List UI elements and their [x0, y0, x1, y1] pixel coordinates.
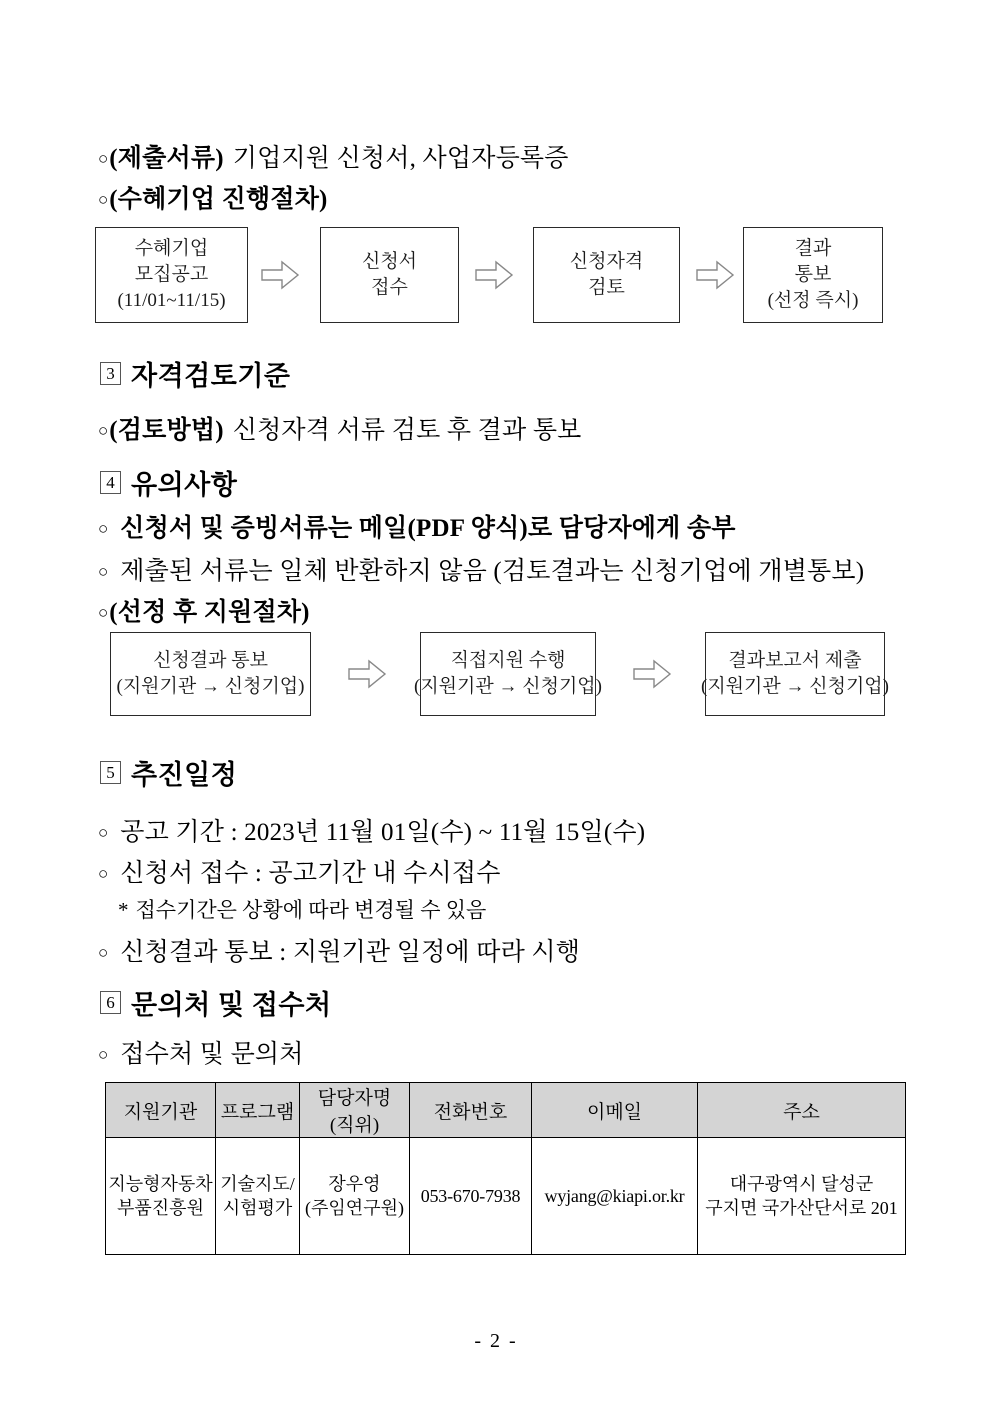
cell-line: (주임연구원)	[305, 1198, 404, 1218]
flow-step-box	[743, 227, 883, 323]
table-header-cell	[106, 1083, 216, 1138]
section-heading-6	[100, 983, 332, 1022]
contact-item-text: 접수처 및 문의처	[120, 1041, 304, 1068]
flow-step-box	[533, 227, 680, 323]
cell-line: wyjang@kiapi.or.kr	[544, 1185, 685, 1206]
table-header-cell	[410, 1083, 532, 1138]
cell-line: 부품진흥원	[117, 1198, 204, 1218]
bullet-marker: ○	[98, 519, 109, 538]
flow-step-box	[701, 632, 889, 716]
note-marker: *	[118, 898, 129, 922]
section-title: 유의사항	[131, 470, 238, 500]
bullet-marker: ○	[98, 190, 109, 209]
flow-step-line: 수혜기업	[134, 237, 209, 259]
table-header-cell	[216, 1083, 300, 1138]
contact-table	[105, 1082, 906, 1255]
schedule-note-row	[118, 894, 486, 924]
bullet-marker: ○	[98, 943, 109, 962]
cell-line: 지능형자동차	[108, 1173, 213, 1194]
schedule-item-text: 신청서 접수 : 공고기간 내 수시접수	[120, 860, 501, 887]
section-number: 4	[100, 471, 121, 494]
block-arrow-right-icon	[630, 657, 674, 691]
flow-step-line: 접수	[371, 277, 408, 298]
notice-item-row	[98, 508, 736, 544]
beneficiary-process-row	[98, 179, 328, 215]
header-line: 이메일	[586, 1101, 643, 1123]
block-arrow-right-icon	[258, 258, 302, 292]
review-method-row	[98, 410, 582, 446]
section-heading-5	[100, 753, 237, 792]
header-line: 담당자명	[317, 1088, 392, 1109]
section-title: 문의처 및 접수처	[131, 990, 332, 1020]
cell-phone	[410, 1138, 532, 1255]
flow-step-line: 모집공고	[134, 263, 209, 285]
cell-agency	[106, 1138, 216, 1255]
header-line: 전화번호	[433, 1101, 508, 1123]
schedule-item-text: 신청결과 통보 : 지원기관 일정에 따라 시행	[120, 939, 581, 966]
page-number-footer: - 2 -	[474, 1330, 518, 1352]
header-line: 주소	[783, 1101, 820, 1123]
cell-line: 기술지도/	[220, 1173, 295, 1194]
schedule-note-text: 접수기간은 상황에 따라 변경될 수 있음	[135, 898, 487, 922]
flow-step-box	[320, 227, 459, 323]
flow-step-line: 신청결과 통보	[153, 649, 268, 671]
contact-item-row	[98, 1034, 304, 1070]
notice-item-text: 제출된 서류는 일체 반환하지 않음 (검토결과는 신청기업에 개별통보)	[120, 558, 865, 585]
section-number: 5	[100, 761, 121, 784]
cell-email	[532, 1138, 698, 1255]
flow-step-line: 신청자격	[569, 250, 644, 272]
section-title: 추진일정	[131, 760, 238, 790]
flow-step-line: (지원기관 → 신청기업)	[701, 676, 889, 697]
flow-step-box	[414, 632, 602, 716]
table-header-cell	[698, 1083, 906, 1138]
review-method-label: (검토방법)	[109, 417, 224, 444]
cell-line: 구지면 국가산단서로 201	[705, 1198, 898, 1218]
support-process-label: (선정 후 지원절차)	[109, 599, 310, 626]
block-arrow-right-icon	[693, 258, 737, 292]
notice-item-text: 신청서 및 증빙서류는 메일(PDF 양식)로 담당자에게 송부	[120, 515, 736, 542]
bullet-marker: ○	[98, 823, 109, 842]
bullet-marker: ○	[98, 1045, 109, 1064]
notice-item-row	[98, 551, 864, 587]
schedule-item-row	[98, 812, 645, 848]
flow-step-line: 결과	[794, 237, 832, 259]
review-method-text: 신청자격 서류 검토 후 결과 통보	[232, 417, 582, 444]
block-arrow-right-icon	[472, 258, 516, 292]
flow-step-line: 신청서	[361, 250, 418, 272]
section-number: 3	[100, 362, 121, 385]
cell-manager	[300, 1138, 410, 1255]
cell-address	[698, 1138, 906, 1255]
flow-step-line: (11/01~11/15)	[117, 290, 226, 312]
beneficiary-process-label: (수혜기업 진행절차)	[109, 186, 328, 213]
section-heading-3	[100, 354, 291, 393]
flow-step-line: 직접지원 수행	[450, 649, 566, 671]
table-header-cell	[532, 1083, 698, 1138]
header-line: (직위)	[329, 1115, 380, 1136]
flow-step-line: 통보	[794, 263, 832, 285]
cell-line: 대구광역시 달성군	[729, 1173, 874, 1194]
flow-step-line: (선정 즉시)	[767, 290, 859, 312]
bullet-marker: ○	[98, 562, 109, 581]
schedule-item-text: 공고 기간 : 2023년 11월 01일(수) ~ 11월 15일(수)	[120, 819, 646, 846]
support-process-label-row	[98, 592, 310, 628]
flow-step-line: (지원기관 → 신청기업)	[116, 676, 305, 697]
header-line: 지원기관	[123, 1101, 198, 1123]
header-line: 프로그램	[220, 1101, 295, 1123]
bullet-marker: ○	[98, 421, 109, 440]
flow-step-box	[95, 227, 248, 323]
cell-line: 장우영	[328, 1173, 381, 1194]
table-row	[106, 1138, 906, 1255]
section-heading-4	[100, 463, 237, 502]
section-title: 자격검토기준	[131, 361, 291, 391]
cell-program	[216, 1138, 300, 1255]
submission-text: 기업지원 신청서, 사업자등록증	[232, 145, 569, 172]
table-header-row	[106, 1083, 906, 1138]
cell-line: 053-670-7938	[420, 1185, 521, 1206]
schedule-item-row	[98, 932, 580, 968]
section-number: 6	[100, 991, 121, 1014]
flow-step-line: 결과보고서 제출	[728, 649, 862, 671]
table-header-cell	[300, 1083, 410, 1138]
schedule-item-row	[98, 853, 501, 889]
cell-line: 시험평가	[222, 1198, 293, 1218]
flow-step-line: 검토	[588, 277, 625, 298]
bullet-marker: ○	[98, 603, 109, 622]
flow-step-line: (지원기관 → 신청기업)	[414, 676, 602, 697]
bullet-marker: ○	[98, 864, 109, 883]
block-arrow-right-icon	[345, 657, 389, 691]
bullet-marker: ○	[98, 149, 109, 168]
flow-step-box	[110, 632, 311, 716]
submission-documents-row	[98, 138, 569, 174]
submission-label: (제출서류)	[109, 145, 224, 172]
